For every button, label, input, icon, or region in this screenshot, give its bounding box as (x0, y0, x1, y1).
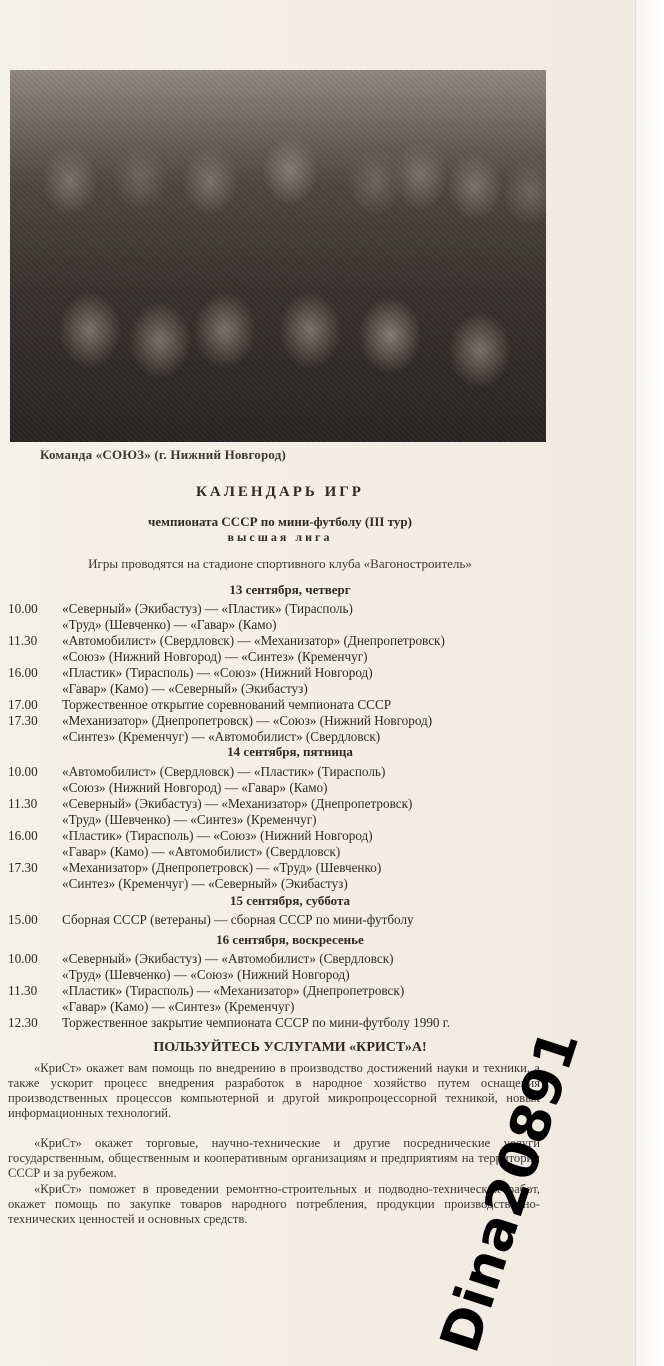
match-text: «Гавар» (Камо) — «Северный» (Экибастуз) (62, 681, 308, 696)
match-row (8, 665, 548, 680)
match-row (8, 812, 548, 827)
match-text: «Механизатор» (Днепропетровск) — «Союз» (Нижний Новгород) (62, 713, 433, 728)
match-text: «Труд» (Шевченко) — «Союз» (Нижний Новгород) (62, 967, 350, 982)
team-photo (10, 70, 546, 442)
match-time: 17.00 (8, 697, 38, 712)
match-text: «Пластик» (Тирасполь) — «Союз» (Нижний Новгород) (62, 665, 373, 680)
match-row (8, 828, 548, 843)
match-text: «Автомобилист» (Свердловск) — «Механизатор» (Днепропетровск) (62, 633, 445, 648)
match-text: «Северный» (Экибастуз) — «Механизатор» (Днепропетровск) (62, 796, 413, 811)
ad-heading: ПОЛЬЗУЙТЕСЬ УСЛУГАМИ «КРИСТ»А! (153, 1040, 427, 1055)
match-text: «Гавар» (Камо) — «Синтез» (Кременчуг) (62, 999, 295, 1014)
match-row (8, 633, 548, 648)
match-row (8, 860, 548, 875)
match-text: «Труд» (Шевченко) — «Синтез» (Кременчуг) (62, 812, 317, 827)
match-row (8, 729, 548, 744)
match-text: «Союз» (Нижний Новгород) — «Гавар» (Камо) (62, 780, 328, 795)
day-heading: 16 сентября, воскресенье (216, 932, 364, 947)
league-label: высшая лига (227, 530, 333, 544)
match-row (8, 967, 548, 982)
match-row (8, 713, 548, 728)
match-row (8, 1015, 548, 1030)
match-row (8, 764, 548, 779)
match-row (8, 780, 548, 795)
match-text: Сборная СССР (ветераны) — сборная СССР по мини-футболу (62, 912, 414, 927)
match-time: 10.00 (8, 601, 38, 616)
schedule-title: КАЛЕНДАРЬ ИГР (196, 484, 364, 500)
match-text: «Автомобилист» (Свердловск) — «Пластик» (Тирасполь) (62, 764, 386, 779)
match-row (8, 796, 548, 811)
ad-paragraph: «КриСт» поможет в проведении ремонтно-строительных и подводно-технических работ, окажет помощь по закупке товаров народного потребления, продукции производственно-технических ценностей и основных средств. (8, 1182, 540, 1226)
match-text: «Синтез» (Кременчуг) — «Северный» (Экибастуз) (62, 876, 348, 891)
ad-paragraph: «КриСт» окажет торговые, научно-технические и другие посреднические услуги государственным, общественным и кооперативным организациям и предприятиям на территории СССР и за рубежом. (8, 1136, 540, 1180)
photo-grain (10, 70, 546, 442)
ad-paragraph: «КриСт» окажет вам помощь по внедрению в производство достижений науки и техники, а также ускорит процесс внедрения разработок в народное хозяйство путем оснащения производственных процессов компьютерной и другой микропроцессорной техникой, новых информационных технологий. (8, 1061, 540, 1120)
page-edge (635, 0, 664, 1366)
match-time: 16.00 (8, 828, 38, 843)
match-row (8, 912, 548, 927)
match-text: «Труд» (Шевченко) — «Гавар» (Камо) (62, 617, 277, 632)
match-text: «Союз» (Нижний Новгород) — «Синтез» (Кременчуг) (62, 649, 368, 664)
match-row (8, 983, 548, 998)
day-heading: 13 сентября, четверг (229, 582, 351, 597)
match-row (8, 617, 548, 632)
match-time: 11.30 (8, 983, 38, 998)
schedule-subtitle: чемпионата СССР по мини-футболу (III тур) (148, 514, 412, 529)
day-heading: 14 сентября, пятница (227, 744, 353, 759)
match-row (8, 876, 548, 891)
match-time: 15.00 (8, 912, 38, 927)
match-text: Торжественное открытие соревнований чемпионата СССР (62, 697, 392, 712)
match-row (8, 681, 548, 696)
match-text: «Гавар» (Камо) — «Автомобилист» (Свердловск) (62, 844, 341, 859)
watermark: Dina20891 (428, 1021, 592, 1360)
match-text: «Пластик» (Тирасполь) — «Механизатор» (Днепропетровск) (62, 983, 405, 998)
match-time: 16.00 (8, 665, 38, 680)
match-row (8, 697, 548, 712)
match-row (8, 844, 548, 859)
match-text: Торжественное закрытие чемпионата СССР по мини-футболу 1990 г. (62, 1015, 451, 1030)
match-time: 11.30 (8, 796, 38, 811)
match-text: «Северный» (Экибастуз) — «Автомобилист» (Свердловск) (62, 951, 394, 966)
match-row (8, 999, 548, 1014)
match-time: 17.30 (8, 860, 38, 875)
match-time: 17.30 (8, 713, 38, 728)
match-row (8, 601, 548, 616)
match-time: 11.30 (8, 633, 38, 648)
match-text: «Механизатор» (Днепропетровск) — «Труд» (Шевченко) (62, 860, 382, 875)
match-text: «Северный» (Экибастуз) — «Пластик» (Тирасполь) (62, 601, 353, 616)
match-text: «Синтез» (Кременчуг) — «Автомобилист» (Свердловск) (62, 729, 381, 744)
photo-caption: Команда «СОЮЗ» (г. Нижний Новгород) (40, 447, 287, 462)
match-time: 10.00 (8, 951, 38, 966)
match-time: 10.00 (8, 764, 38, 779)
match-time: 12.30 (8, 1015, 38, 1030)
match-row (8, 951, 548, 966)
venue-note: Игры проводятся на стадионе спортивного клуба «Вагоностроитель» (88, 556, 472, 571)
day-heading: 15 сентября, суббота (229, 893, 351, 908)
match-text: «Пластик» (Тирасполь) — «Союз» (Нижний Новгород) (62, 828, 373, 843)
match-row (8, 649, 548, 664)
